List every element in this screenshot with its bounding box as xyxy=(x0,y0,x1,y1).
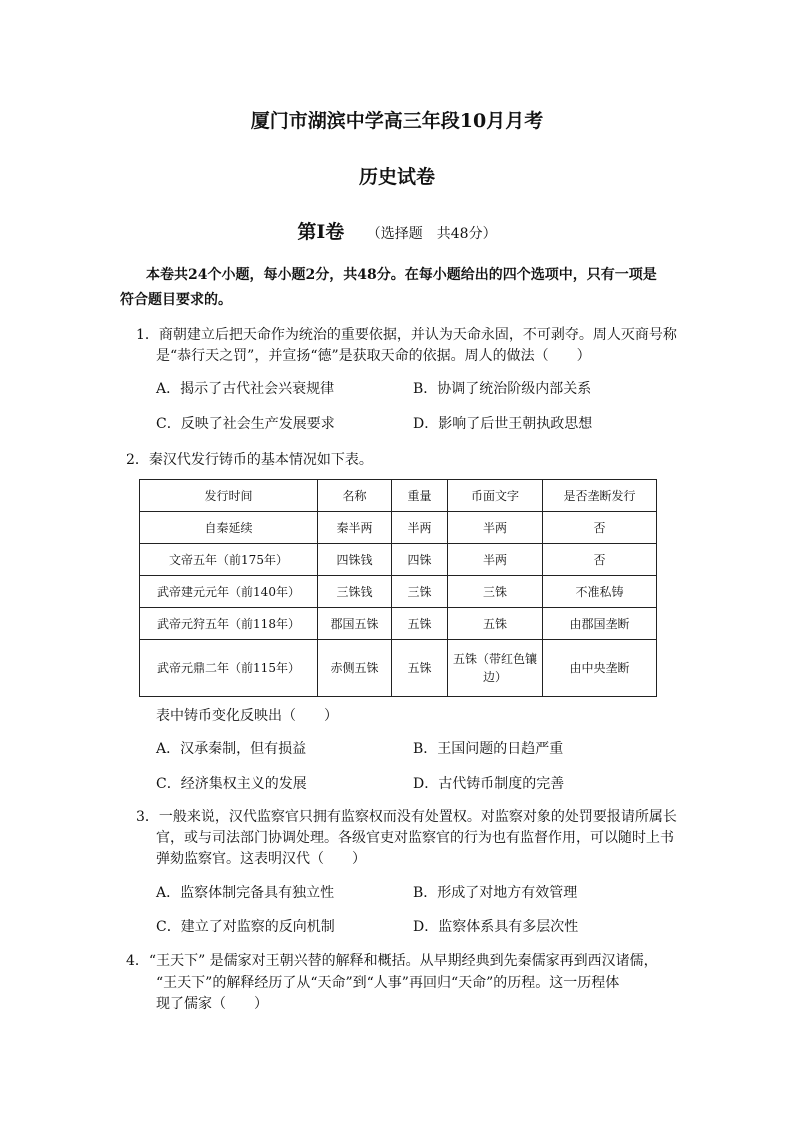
volume-label: 第Ⅰ卷 xyxy=(297,221,345,243)
exam-title: 厦门市湖滨中学高三年段10月月考 xyxy=(250,110,544,132)
volume-note: （选择题 共48分） xyxy=(366,226,497,242)
table-header-cell: 是否垄断发行 xyxy=(543,480,657,512)
intro-line-1: 本卷共24个小题，每小题2分，共48分。在每小题给出的四个选项中，只有一项是 xyxy=(146,267,657,283)
table-cell: 武帝元鼎二年（前115年） xyxy=(140,640,318,697)
q3-line-1: 3．一般来说，汉代监察官只拥有监察权而没有处置权。对监察对象的处罚要报请所属长 xyxy=(136,809,677,825)
q1-option-b[interactable]: B．协调了统治阶级内部关系 xyxy=(413,381,592,397)
table-cell: 赤侧五铢 xyxy=(318,640,392,697)
table-cell: 否 xyxy=(543,512,657,544)
coin-table xyxy=(139,479,657,697)
table-cell: 文帝五年（前175年） xyxy=(140,544,318,576)
table-cell: 武帝建元元年（前140年） xyxy=(140,576,318,608)
intro-line-2: 符合题目要求的。 xyxy=(120,292,232,308)
table-cell: 半两 xyxy=(448,512,543,544)
exam-subtitle: 历史试卷 xyxy=(358,166,435,188)
q4-line-1: 4．“王天下” 是儒家对王朝兴替的解释和概括。从早期经典到先秦儒家再到西汉诸儒， xyxy=(126,953,658,969)
q1-line-2: 是“恭行天之罚”，并宣扬“德”是获取天命的依据。周人的做法（ ） xyxy=(156,348,591,364)
q4-line-2: “王天下”的解释经历了从“天命”到“人事”再回归“天命”的历程。这一历程体 xyxy=(156,975,620,991)
q1-option-a[interactable]: A．揭示了古代社会兴衰规律 xyxy=(156,381,335,397)
q1-line-1: 1．商朝建立后把天命作为统治的重要依据，并认为天命永固，不可剥夺。周人灭商号称 xyxy=(136,327,677,343)
table-cell: 秦半两 xyxy=(318,512,392,544)
table-cell: 不准私铸 xyxy=(543,576,657,608)
q3-option-a[interactable]: A．监察体制完备具有独立性 xyxy=(156,885,335,901)
table-cell: 五铢 xyxy=(392,608,448,640)
table-row xyxy=(140,608,657,640)
table-cell: 五铢（带红色镶边） xyxy=(448,640,543,697)
q2-option-a[interactable]: A．汉承秦制，但有损益 xyxy=(156,741,307,757)
q4-line-3: 现了儒家（ ） xyxy=(156,996,268,1012)
table-row xyxy=(140,576,657,608)
table-header-cell: 名称 xyxy=(318,480,392,512)
table-cell: 自秦延续 xyxy=(140,512,318,544)
table-cell: 三铢钱 xyxy=(318,576,392,608)
table-cell: 郡国五铢 xyxy=(318,608,392,640)
q2-option-c[interactable]: C．经济集权主义的发展 xyxy=(156,776,307,792)
table-cell: 半两 xyxy=(392,512,448,544)
table-row xyxy=(140,544,657,576)
q3-line-2: 官，或与司法部门协调处理。各级官吏对监察官的行为也有监督作用，可以随时上书 xyxy=(156,830,674,846)
table-cell: 三铢 xyxy=(448,576,543,608)
q3-option-d[interactable]: D．监察体系具有多层次性 xyxy=(413,919,579,935)
table-row xyxy=(140,640,657,697)
table-cell: 由中央垄断 xyxy=(543,640,657,697)
volume-heading xyxy=(0,217,794,244)
table-header-cell: 发行时间 xyxy=(140,480,318,512)
table-row xyxy=(140,512,657,544)
table-header-cell: 币面文字 xyxy=(448,480,543,512)
table-cell: 三铢 xyxy=(392,576,448,608)
q2-after-table: 表中铸币变化反映出（ ） xyxy=(156,708,338,724)
q1-option-c[interactable]: C．反映了社会生产发展要求 xyxy=(156,416,335,432)
table-cell: 五铢 xyxy=(392,640,448,697)
q2-line-1: 2．秦汉代发行铸币的基本情况如下表。 xyxy=(126,452,373,468)
table-cell: 否 xyxy=(543,544,657,576)
q2-option-b[interactable]: B．王国问题的日趋严重 xyxy=(413,741,564,757)
q3-line-3: 弹劾监察官。这表明汉代（ ） xyxy=(156,851,366,867)
table-cell: 四铢钱 xyxy=(318,544,392,576)
table-cell: 五铢 xyxy=(448,608,543,640)
q3-option-b[interactable]: B．形成了对地方有效管理 xyxy=(413,885,578,901)
table-cell: 半两 xyxy=(448,544,543,576)
table-header-row xyxy=(140,480,657,512)
q2-option-d[interactable]: D．古代铸币制度的完善 xyxy=(413,776,565,792)
q1-option-d[interactable]: D．影响了后世王朝执政思想 xyxy=(413,416,593,432)
table-cell: 武帝元狩五年（前118年） xyxy=(140,608,318,640)
table-header-cell: 重量 xyxy=(392,480,448,512)
q3-option-c[interactable]: C．建立了对监察的反向机制 xyxy=(156,919,335,935)
table-cell: 四铢 xyxy=(392,544,448,576)
table-cell: 由郡国垄断 xyxy=(543,608,657,640)
